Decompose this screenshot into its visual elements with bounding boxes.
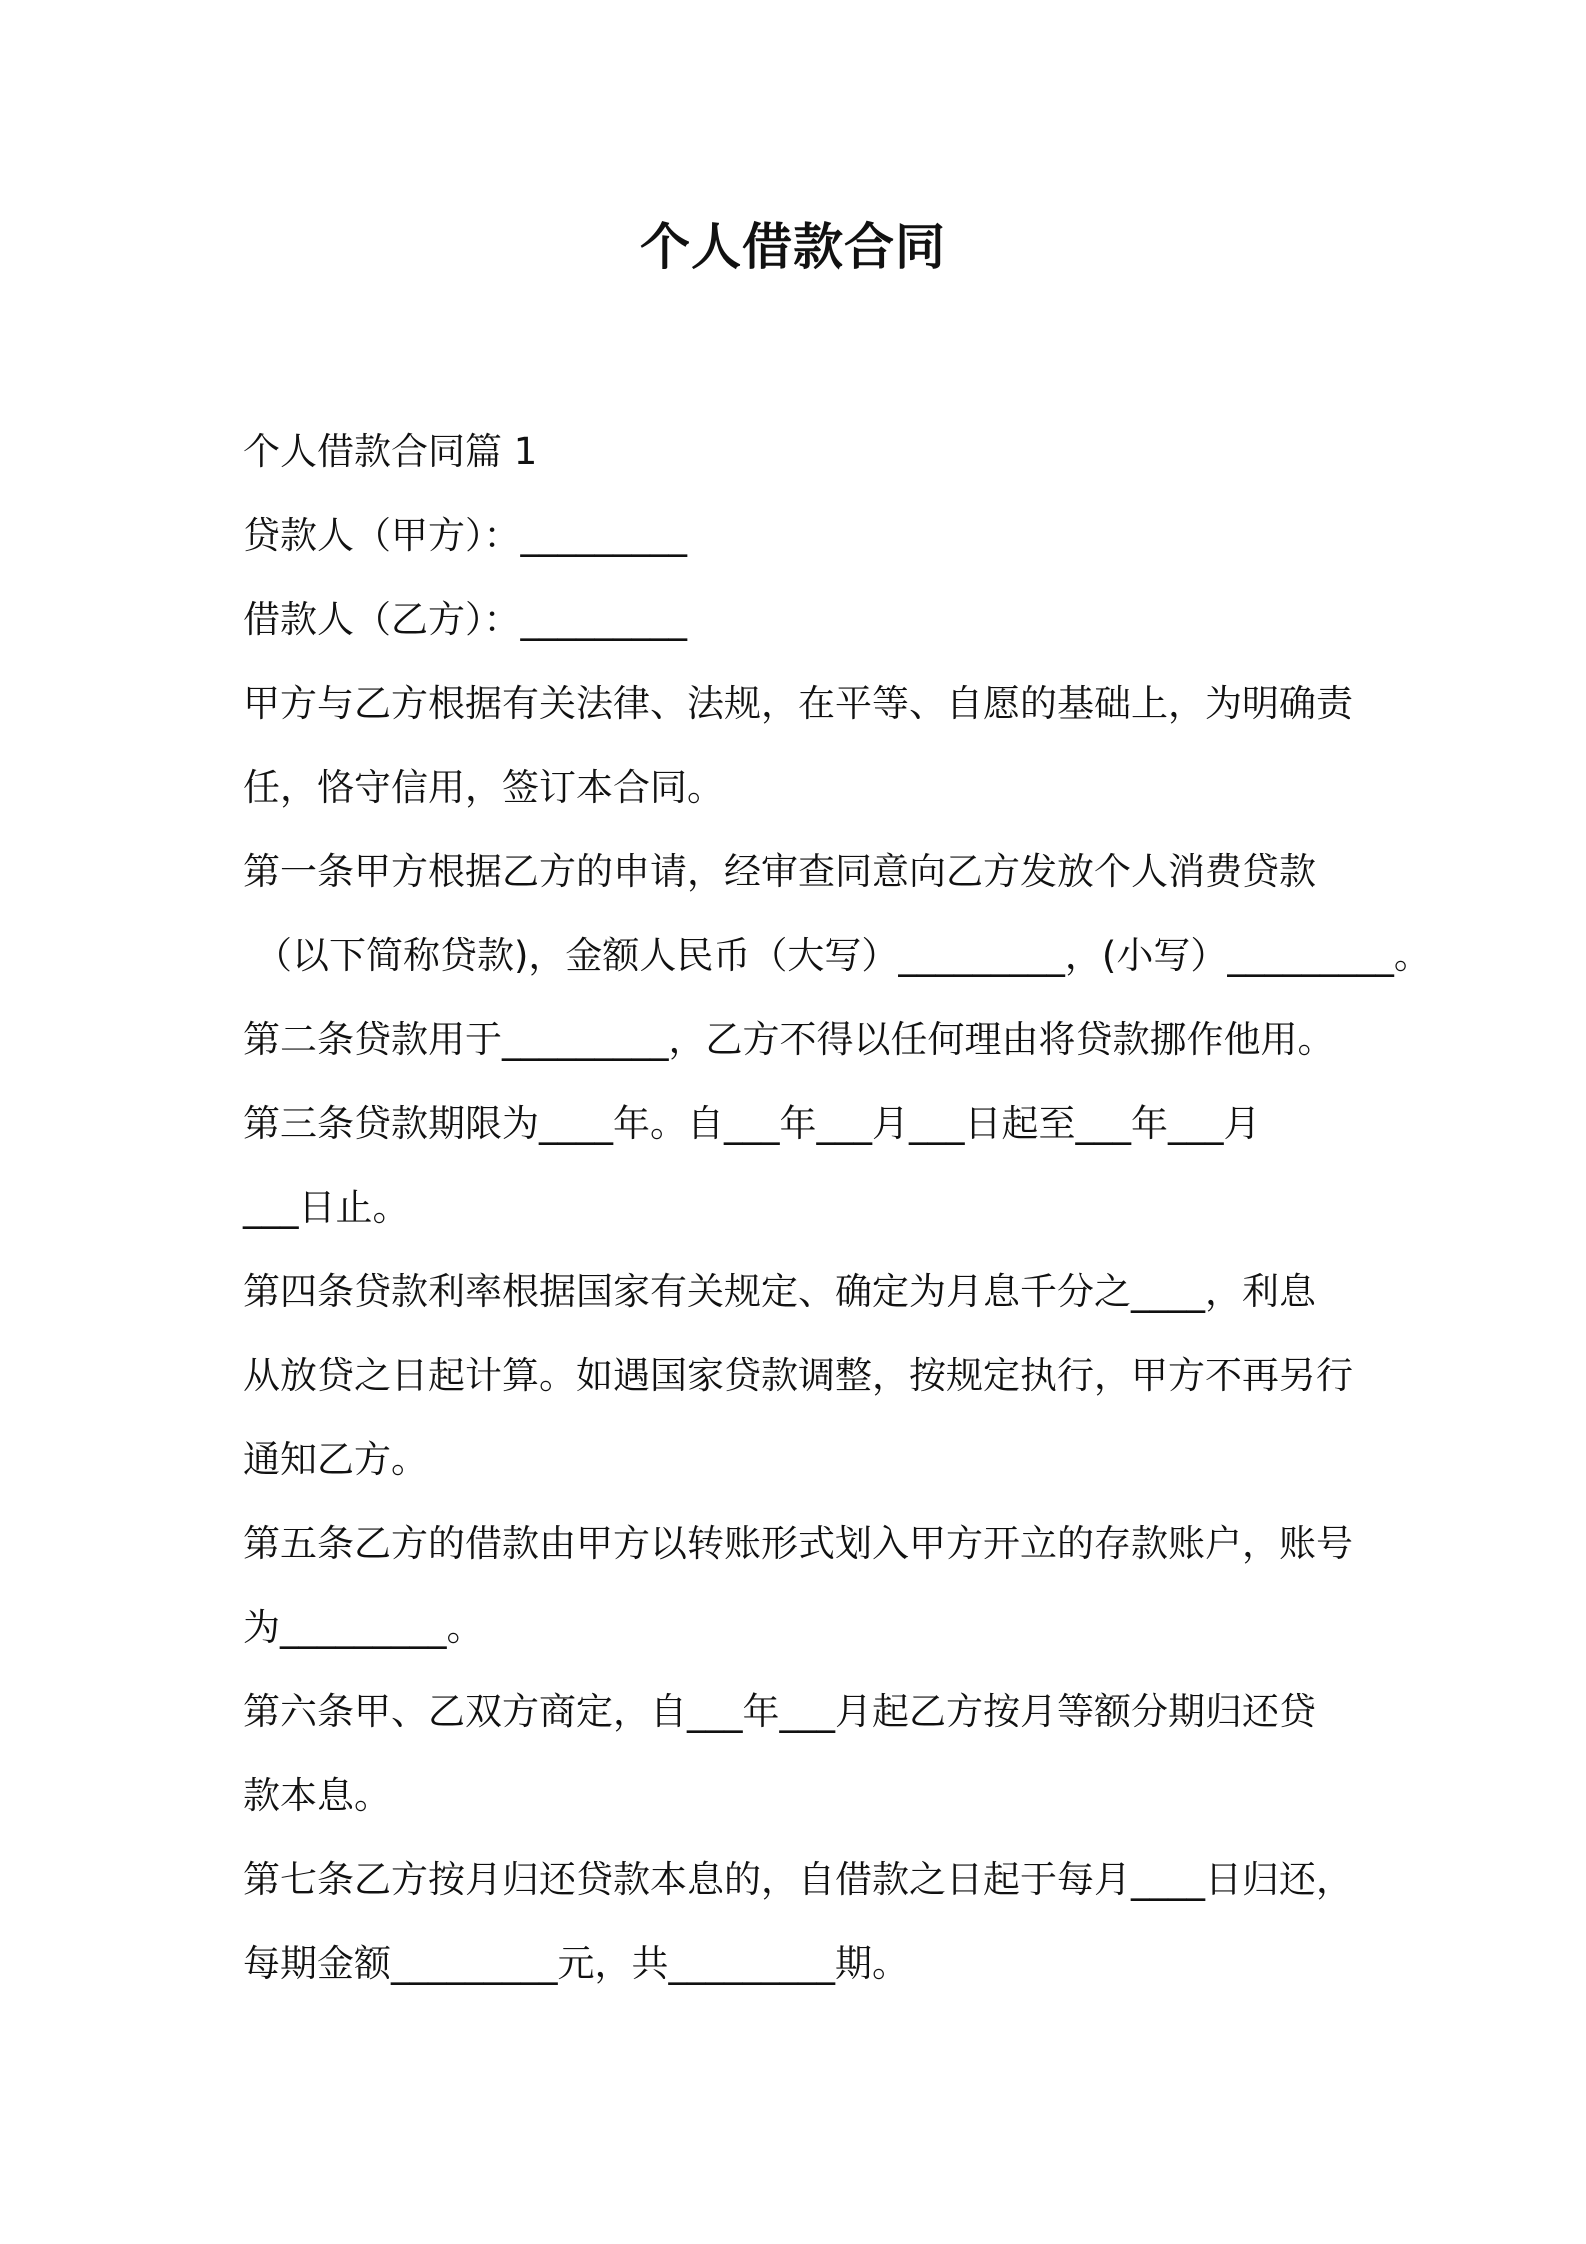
article-6-line-2: 款本息。 [243, 1774, 391, 1817]
article-7-line-2: 每期金额_________元，共_________期。 [243, 1942, 909, 1985]
preamble-line-1: 甲方与乙方根据有关法律、法规，在平等、自愿的基础上，为明确责 [243, 682, 1353, 725]
article-1-line-1: 第一条甲方根据乙方的申请，经审查同意向乙方发放个人消费贷款 [243, 850, 1316, 893]
lender-line: 贷款人（甲方）：_________ [243, 514, 687, 557]
article-5-line-1: 第五条乙方的借款由甲方以转账形式划入甲方开立的存款账户，账号 [243, 1522, 1353, 1565]
article-5-line-2: 为_________。 [243, 1606, 484, 1649]
article-7-line-1: 第七条乙方按月归还贷款本息的，自借款之日起于每月____日归还， [243, 1858, 1353, 1901]
article-1-line-2: （以下简称贷款)，金额人民币（大写）_________，(小写）_________。 [255, 934, 1431, 977]
article-3-line-2: ___日止。 [243, 1186, 410, 1229]
article-6-line-1: 第六条甲、乙双方商定，自___年___月起乙方按月等额分期归还贷 [243, 1690, 1316, 1733]
article-2-line-1: 第二条贷款用于_________，乙方不得以任何理由将贷款挪作他用。 [243, 1018, 1335, 1061]
borrower-line: 借款人（乙方）：_________ [243, 598, 687, 641]
page-title: 个人借款合同 [640, 218, 946, 276]
preamble-line-2: 任，恪守信用，签订本合同。 [243, 766, 724, 809]
article-4-line-1: 第四条贷款利率根据国家有关规定、确定为月息千分之____，利息 [243, 1270, 1316, 1313]
section-heading: 个人借款合同篇 1 [243, 430, 538, 473]
article-3-line-1: 第三条贷款期限为____年。自___年___月___日起至___年___月 [243, 1102, 1261, 1145]
article-4-line-3: 通知乙方。 [243, 1438, 428, 1481]
document-body [243, 410, 1431, 2006]
article-4-line-2: 从放贷之日起计算。如遇国家贷款调整，按规定执行，甲方不再另行 [243, 1354, 1353, 1397]
